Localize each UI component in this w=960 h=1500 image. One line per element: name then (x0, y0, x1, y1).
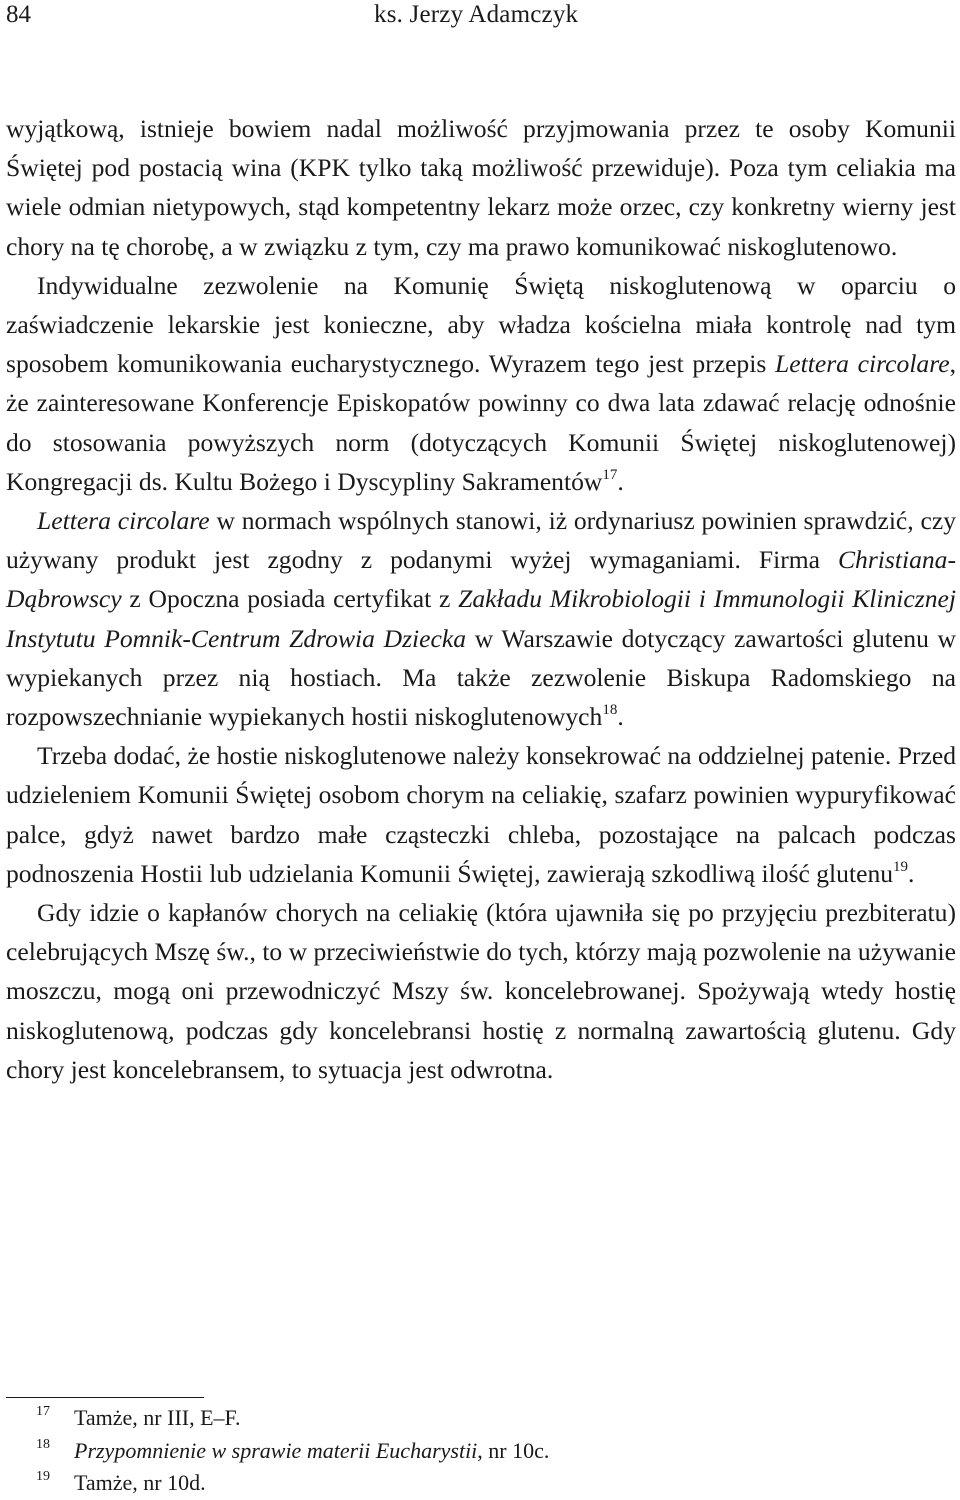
paragraph-3-text-g: . (617, 702, 624, 732)
footnote-ref-17[interactable]: 17 (602, 466, 618, 483)
footnote-19 (6, 1467, 956, 1500)
paragraph-4-text-a: Trzeba dodać, że hostie niskoglutenowe należy konsekrować na oddzielnej patenie. Przed udzieleniem Komunii Świętej osobom chorym na celiakię, szafarz powinien wypuryfikować palce, gdyż nawet bardzo małe cząsteczki chleba, pozostające na palcach podczas podnoszenia Hostii lub udzielania Komunii Świętej, zawierają szkodliwą ilość glutenu (6, 741, 956, 888)
footnote-number: 19 (36, 1469, 50, 1484)
footnote-text: Tamże, nr III, E–F. (74, 1405, 241, 1430)
body-text (6, 109, 956, 1089)
paragraph-2-italic-title: Lettera circolare (775, 349, 950, 379)
paragraph-3 (6, 501, 956, 736)
paragraph-2 (6, 266, 956, 501)
footnote-italic-title: Przypomnienie w sprawie materii Eucharystii (74, 1437, 478, 1463)
paragraph-1-text: wyjątkową, istnieje bowiem nadal możliwość przyjmowania przez te osoby Komunii Świętej pod postacią wina (KPK tylko taką możliwość przewiduje). Poza tym celiakia ma wiele odmian nietypowych, stąd kompetentny lekarz może orzec, czy konkretny wierny jest chory na tę chorobę, a w związku z tym, czy ma prawo komunikować niskoglutenowo. (6, 114, 956, 261)
paragraph-3-italic-institute: Zakładu Mikrobiologii i Immunologii Klinicznej Instytutu Pomnik-Centrum Zdrowia Dziecka (6, 584, 956, 653)
paragraph-5 (6, 893, 956, 1089)
footnote-text: Tamże, nr 10d. (74, 1470, 206, 1495)
footnote-ref-19[interactable]: 19 (893, 858, 909, 875)
paragraph-4-text-b: . (908, 858, 915, 888)
paragraph-3-text-f: w Warszawie dotyczący zawartości glutenu w wypiekanych przez nią hostiach. Ma także zezwolenie Biskupa Radomskiego na rozpowszechnianie wypiekanych hostii niskoglutenowych (6, 623, 956, 732)
footnotes (6, 1402, 956, 1500)
footnote-17 (6, 1402, 956, 1435)
paragraph-3-italic-title: Lettera circolare (37, 506, 210, 536)
paragraph-5-text: Gdy idzie o kapłanów chorych na celiakię (która ujawniła się po przyjęciu prezbiteratu) celebrujących Mszę św., to w przeciwieństwie do tych, którzy mają pozwolenie na używanie moszczu, mogą oni przewodniczyć Mszy św. koncelebrowanej. Spożywają wtedy hostię niskoglutenową, podczas gdy koncelebransi hostię z normalną zawartością glutenu. Gdy chory jest koncelebransem, to sytuacja jest odwrotna. (6, 898, 956, 1084)
paragraph-1 (6, 109, 956, 266)
footnote-ref-18[interactable]: 18 (602, 702, 618, 719)
running-head-author: ks. Jerzy Adamczyk (374, 1, 579, 28)
paragraph-4 (6, 736, 956, 893)
paragraph-3-text-d: z Opoczna posiada certyfikat z (121, 584, 459, 614)
page-number: 84 (6, 1, 31, 28)
running-head (0, 0, 960, 40)
footnote-number: 17 (36, 1404, 50, 1419)
paragraph-2-text-d: . (617, 466, 624, 496)
footnote-number: 18 (36, 1436, 50, 1452)
footnote-text (74, 1435, 549, 1468)
paragraph-3-italic-company: Christiana-Dąbrowscy (6, 545, 956, 614)
paragraph-2-text-c: , że zainteresowane Konferencje Episkopatów powinny co dwa lata zdawać relację odnośnie do stosowania powyższych norm (dotyczących Komunii Świętej niskoglutenowej) Kongregacji ds. Kultu Bożego i Dyscypliny Sakramentów (6, 349, 957, 496)
footnote-text-rest: , nr 10c. (477, 1437, 550, 1463)
paragraph-3-text-b: w normach wspólnych stanowi, iż ordynariusz powinien sprawdzić, czy używany produkt jest zgodny z podanymi wyżej wymaganiami. Firma (6, 506, 957, 575)
footnote-18 (6, 1435, 956, 1468)
paragraph-2-text-a: Indywidualne zezwolenie na Komunię Świętą niskoglutenową w oparciu o zaświadczenie lekarskie jest konieczne, aby władza kościelna miała kontrolę nad tym sposobem komunikowania eucharystycznego. Wyrazem tego jest przepis (6, 270, 956, 379)
